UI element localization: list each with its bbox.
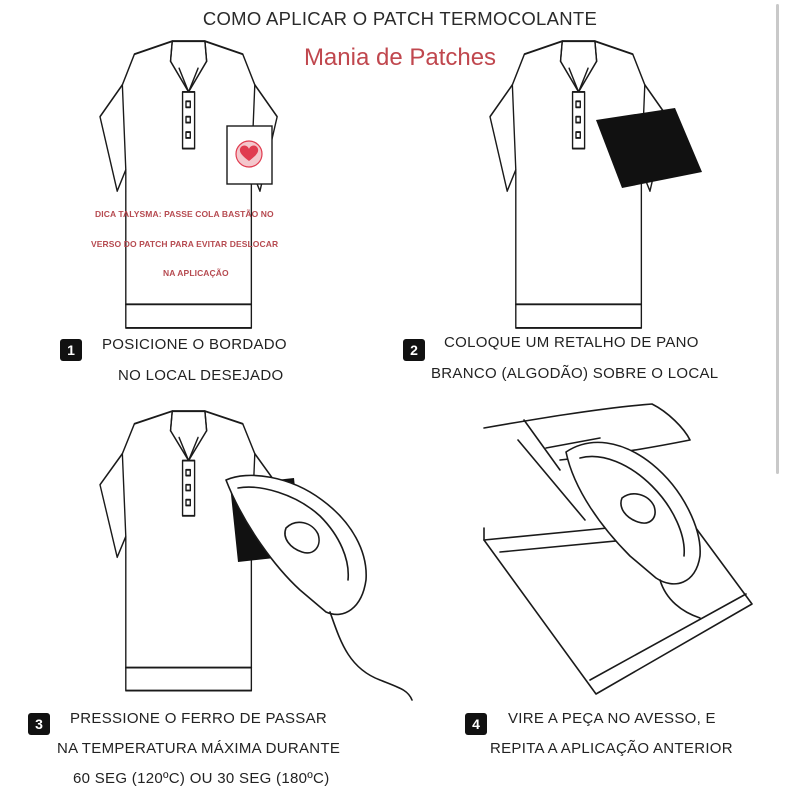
step-3-text-line-2: NA TEMPERATURA MÁXIMA DURANTE (57, 740, 341, 757)
step-4-badge: 4 (465, 713, 487, 735)
tip-line-3: NA APLICAÇÃO (163, 268, 229, 278)
step-1-text-line-2: NO LOCAL DESEJADO (118, 367, 284, 384)
step-2-badge: 2 (403, 339, 425, 361)
step-3-badge: 3 (28, 713, 50, 735)
step-2-text-line-1: COLOQUE UM RETALHO DE PANO (444, 334, 699, 351)
step-4-text-line-1: VIRE A PEÇA NO AVESSO, E (508, 710, 716, 727)
step-3-text-line-1: PRESSIONE O FERRO DE PASSAR (70, 710, 328, 727)
step-1-text-line-1: POSICIONE O BORDADO (102, 336, 287, 353)
tip-line-2: VERSO DO PATCH PARA EVITAR DESLOCAR (91, 239, 279, 249)
iron-icon (226, 475, 412, 700)
scrollbar[interactable] (776, 4, 779, 474)
step-1-badge: 1 (60, 339, 82, 361)
step-4-text-line-2: REPITA A APLICAÇÃO ANTERIOR (490, 740, 733, 757)
page-title: COMO APLICAR O PATCH TERMOCOLANTE (202, 8, 598, 29)
shirt-with-cloth-over-patch-icon (490, 41, 667, 328)
inside-out-fabric-with-iron-icon (484, 404, 752, 694)
step-2-text-line-2: BRANCO (ALGODÃO) SOBRE O LOCAL (431, 365, 719, 382)
brand-watermark: Mania de Patches (303, 44, 497, 71)
step-3-text-line-3: 60 SEG (120ºC) OU 30 SEG (180ºC) (73, 770, 330, 787)
tip-line-1: DICA TALYSMA: PASSE COLA BASTÃO NO (95, 209, 274, 219)
